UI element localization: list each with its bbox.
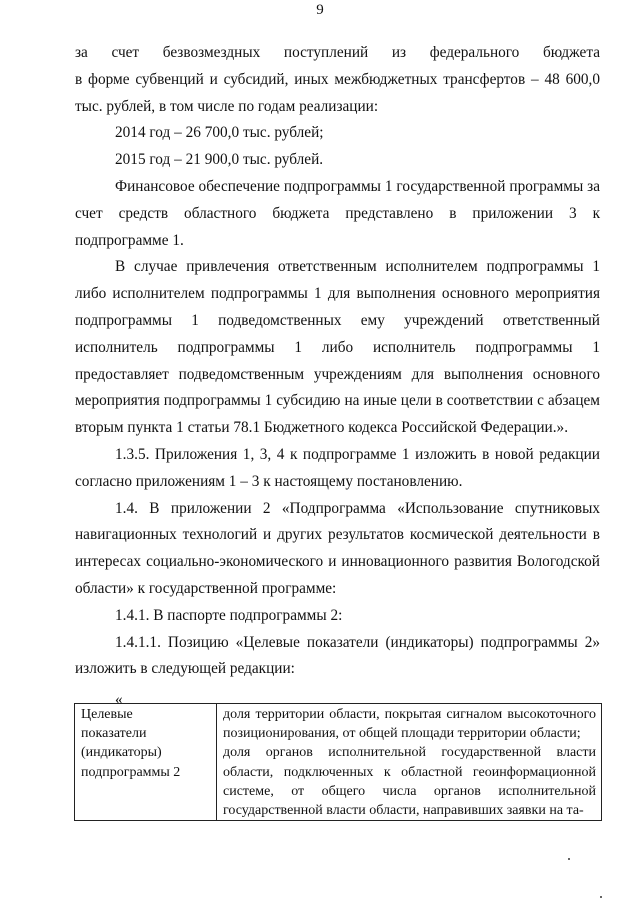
- indicators-table: [74, 703, 602, 821]
- table-row: [75, 704, 602, 821]
- scan-speck: [600, 896, 602, 898]
- label-line: показатели: [81, 726, 147, 742]
- paragraph: 1.4. В приложении 2 «Подпрограмма «Использование спутниковых навигационных технологий и других результатов космической деятельности в интересах социально-экономического и инновационного развития Вологодской области» к государственной программе:: [75, 499, 600, 597]
- paragraph: 2014 год – 26 700,0 тыс. рублей;: [115, 124, 324, 142]
- paragraph: 1.3.5. Приложения 1, 3, 4 к подпрограмме 1 изложить в новой редакции согласно приложениям 1 – 3 к настоящему постановлению.: [75, 445, 600, 490]
- paragraph: 1.4.1. В паспорте подпрограммы 2:: [115, 606, 343, 624]
- label-line: подпрограммы 2: [81, 764, 181, 780]
- page-number: 9: [316, 2, 324, 18]
- paragraph: В случае привлечения ответственным исполнителем подпрограммы 1 либо исполнителем подпрограммы 1 для выполнения основного мероприятия подпрограммы 1 подведомственных ему учреждений ответственный исполнитель подпрограммы 1 либо исполнитель подпрограммы 1 предоставляет подведомственным учреждениям для выполнения основного мероприятия подпрограммы 1 субсидию на иные цели в соответствии с абзацем вторым пункта 1 статьи 78.1 Бюджетного кодекса Российской Федерации.».: [75, 258, 600, 437]
- label-line: Целевые: [81, 707, 133, 722]
- paragraph: Финансовое обеспечение подпрограммы 1 государственной программы за счет средств областного бюджета представлено в приложении 3 к подпрограмме 1.: [75, 177, 600, 249]
- paragraph: 2015 год – 21 900,0 тыс. рублей.: [115, 151, 324, 169]
- paragraph: за счет безвозмездных поступлений из федерального бюджета: [75, 44, 600, 61]
- document-body: [75, 40, 600, 713]
- indicator-item: доля территории области, покрытая сигналом высокоточного позиционирования, от общей площади территории области;: [223, 707, 596, 742]
- table-value-cell: [217, 704, 602, 821]
- paragraph: в форме субвенций и субсидий, иных межбюджетных трансфертов – 48 600,0 тыс. рублей, в том числе по годам реализации:: [75, 70, 600, 115]
- indicator-item: доля органов исполнительной государственной власти области, подключенных к областной геоинформационной системе, от общего числа органов исполнительной государственной власти области, направивших заявки на та-: [223, 745, 596, 819]
- label-line: (индикаторы): [81, 745, 162, 761]
- scan-speck: [568, 858, 570, 860]
- opening-quote: «: [115, 691, 123, 709]
- table-label-cell: [75, 704, 217, 821]
- paragraph: 1.4.1.1. Позицию «Целевые показатели (индикаторы) подпрограммы 2» изложить в следующей редакции:: [75, 633, 600, 678]
